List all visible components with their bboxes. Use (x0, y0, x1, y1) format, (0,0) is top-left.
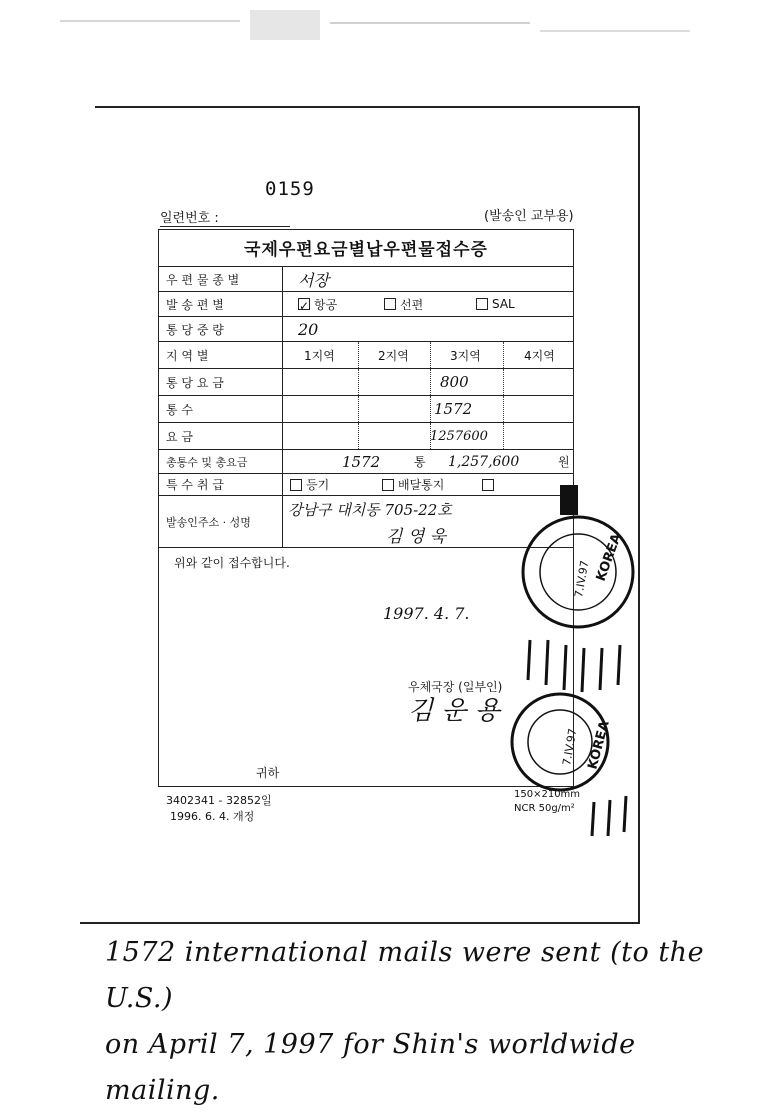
label-divider (282, 317, 283, 341)
column-divider (430, 342, 431, 368)
postmark-date: 7.IV.97 (560, 727, 580, 767)
dispatch-air-option: ✓ 항공 (299, 297, 338, 313)
column-divider (503, 423, 504, 449)
column-divider (358, 342, 359, 368)
scan-noise (0, 0, 760, 60)
checkbox-icon (382, 479, 394, 491)
zone-3: 3지역 (450, 348, 481, 363)
special-registered-option: 등기 (290, 474, 329, 495)
handwritten-note (105, 930, 745, 1114)
postmaster-signature: 김 운 용 (408, 696, 500, 726)
label-divider (282, 267, 283, 291)
form-title: 국제우편요금별납우편물접수증 (158, 229, 574, 267)
fee-value: 1257600 (430, 428, 488, 444)
paper-size: 150×210mm (514, 789, 581, 800)
note-line-2: on April 7, 1997 for Shin's worldwide mailing. (105, 1029, 636, 1106)
postmark-country: KOREA (585, 719, 613, 772)
total-amount-unit: 원 (558, 455, 570, 469)
rate-value: 800 (440, 373, 469, 391)
form-revision: 1996. 6. 4. 개정 (170, 810, 255, 823)
paper-weight: NCR 50g/m² (514, 803, 575, 814)
dispatch-sal-option: SAL (476, 292, 515, 316)
serial-number: 0159 (265, 178, 315, 200)
checkbox-icon (482, 479, 494, 491)
acceptance-date: 1997. 4. 7. (383, 604, 470, 623)
page-border-top (95, 106, 640, 108)
checkbox-icon (290, 479, 302, 491)
weight-label: 통 당 중 량 (166, 322, 224, 337)
row-item-type (158, 267, 574, 292)
weight-value: 20 (298, 319, 319, 339)
item-type-value: 서장 (298, 270, 329, 290)
total-label: 총통수 및 총요금 (166, 455, 248, 469)
special-extra-checkbox (482, 474, 498, 495)
column-divider (430, 396, 431, 422)
label-divider (282, 369, 283, 395)
fee-label: 요 금 (166, 429, 193, 444)
label-divider (282, 450, 283, 473)
label-divider (282, 496, 283, 547)
row-fee (158, 423, 574, 450)
column-divider (503, 369, 504, 395)
label-divider (282, 292, 283, 316)
serial-label: 일련번호 : (160, 211, 219, 226)
page-border-bottom (80, 922, 640, 924)
postmark-country: KOREA (593, 531, 625, 584)
sender-label: 발송인주소 · 성명 (166, 515, 251, 529)
zone-label: 지 역 별 (166, 348, 209, 363)
total-count-unit: 통 (414, 455, 426, 469)
form-code: 3402341 - 32852일 (166, 794, 272, 807)
copy-label: (발송인 교부용) (484, 209, 574, 224)
dispatch-sea-option: 선편 (384, 292, 423, 316)
label-divider (282, 396, 283, 422)
zone-2: 2지역 (378, 348, 409, 363)
column-divider (503, 342, 504, 368)
column-divider (503, 396, 504, 422)
row-rate (158, 369, 574, 396)
sender-address: 강남구 대치동 705-22호 (288, 500, 452, 519)
postmaster-label: 우체국장 (일부인) (408, 680, 503, 694)
zone-1: 1지역 (304, 348, 335, 363)
row-dispatch (158, 292, 574, 317)
row-weight (158, 317, 574, 342)
column-divider (358, 369, 359, 395)
dispatch-label: 발 송 편 별 (166, 297, 224, 312)
total-count-value: 1572 (342, 452, 381, 471)
postmark-stamp-upper (523, 485, 633, 692)
serial-underline (160, 226, 290, 227)
special-delivery-notice-option: 배달통지 (382, 474, 444, 495)
sender-name: 김 영 욱 (386, 526, 447, 547)
count-label: 통 수 (166, 402, 193, 417)
note-line-1: 1572 international mails were sent (to the U.S.) (105, 937, 705, 1014)
row-count (158, 396, 574, 423)
column-divider (430, 369, 431, 395)
total-amount-value: 1,257,600 (448, 453, 520, 470)
row-zone (158, 342, 574, 369)
rate-label: 통 당 요 금 (166, 375, 224, 390)
count-value: 1572 (434, 400, 473, 418)
checkbox-icon (384, 298, 396, 310)
postmark-stamps (500, 480, 660, 840)
acceptance-text: 위와 같이 접수합니다. (174, 556, 290, 570)
label-divider (282, 474, 283, 495)
recipient-suffix: 귀하 (256, 766, 280, 780)
checkbox-checked-icon: ✓ (299, 299, 310, 313)
column-divider (358, 423, 359, 449)
column-divider (358, 396, 359, 422)
zone-4: 4지역 (524, 348, 555, 363)
label-divider (282, 342, 283, 368)
row-total (158, 450, 574, 474)
label-divider (282, 423, 283, 449)
special-label: 특 수 취 급 (166, 478, 224, 492)
postmark-stamp-lower (512, 694, 626, 836)
postmark-date: 7.IV.97 (572, 559, 592, 599)
checkbox-icon (476, 298, 488, 310)
item-type-label: 우 편 물 종 별 (166, 272, 240, 287)
